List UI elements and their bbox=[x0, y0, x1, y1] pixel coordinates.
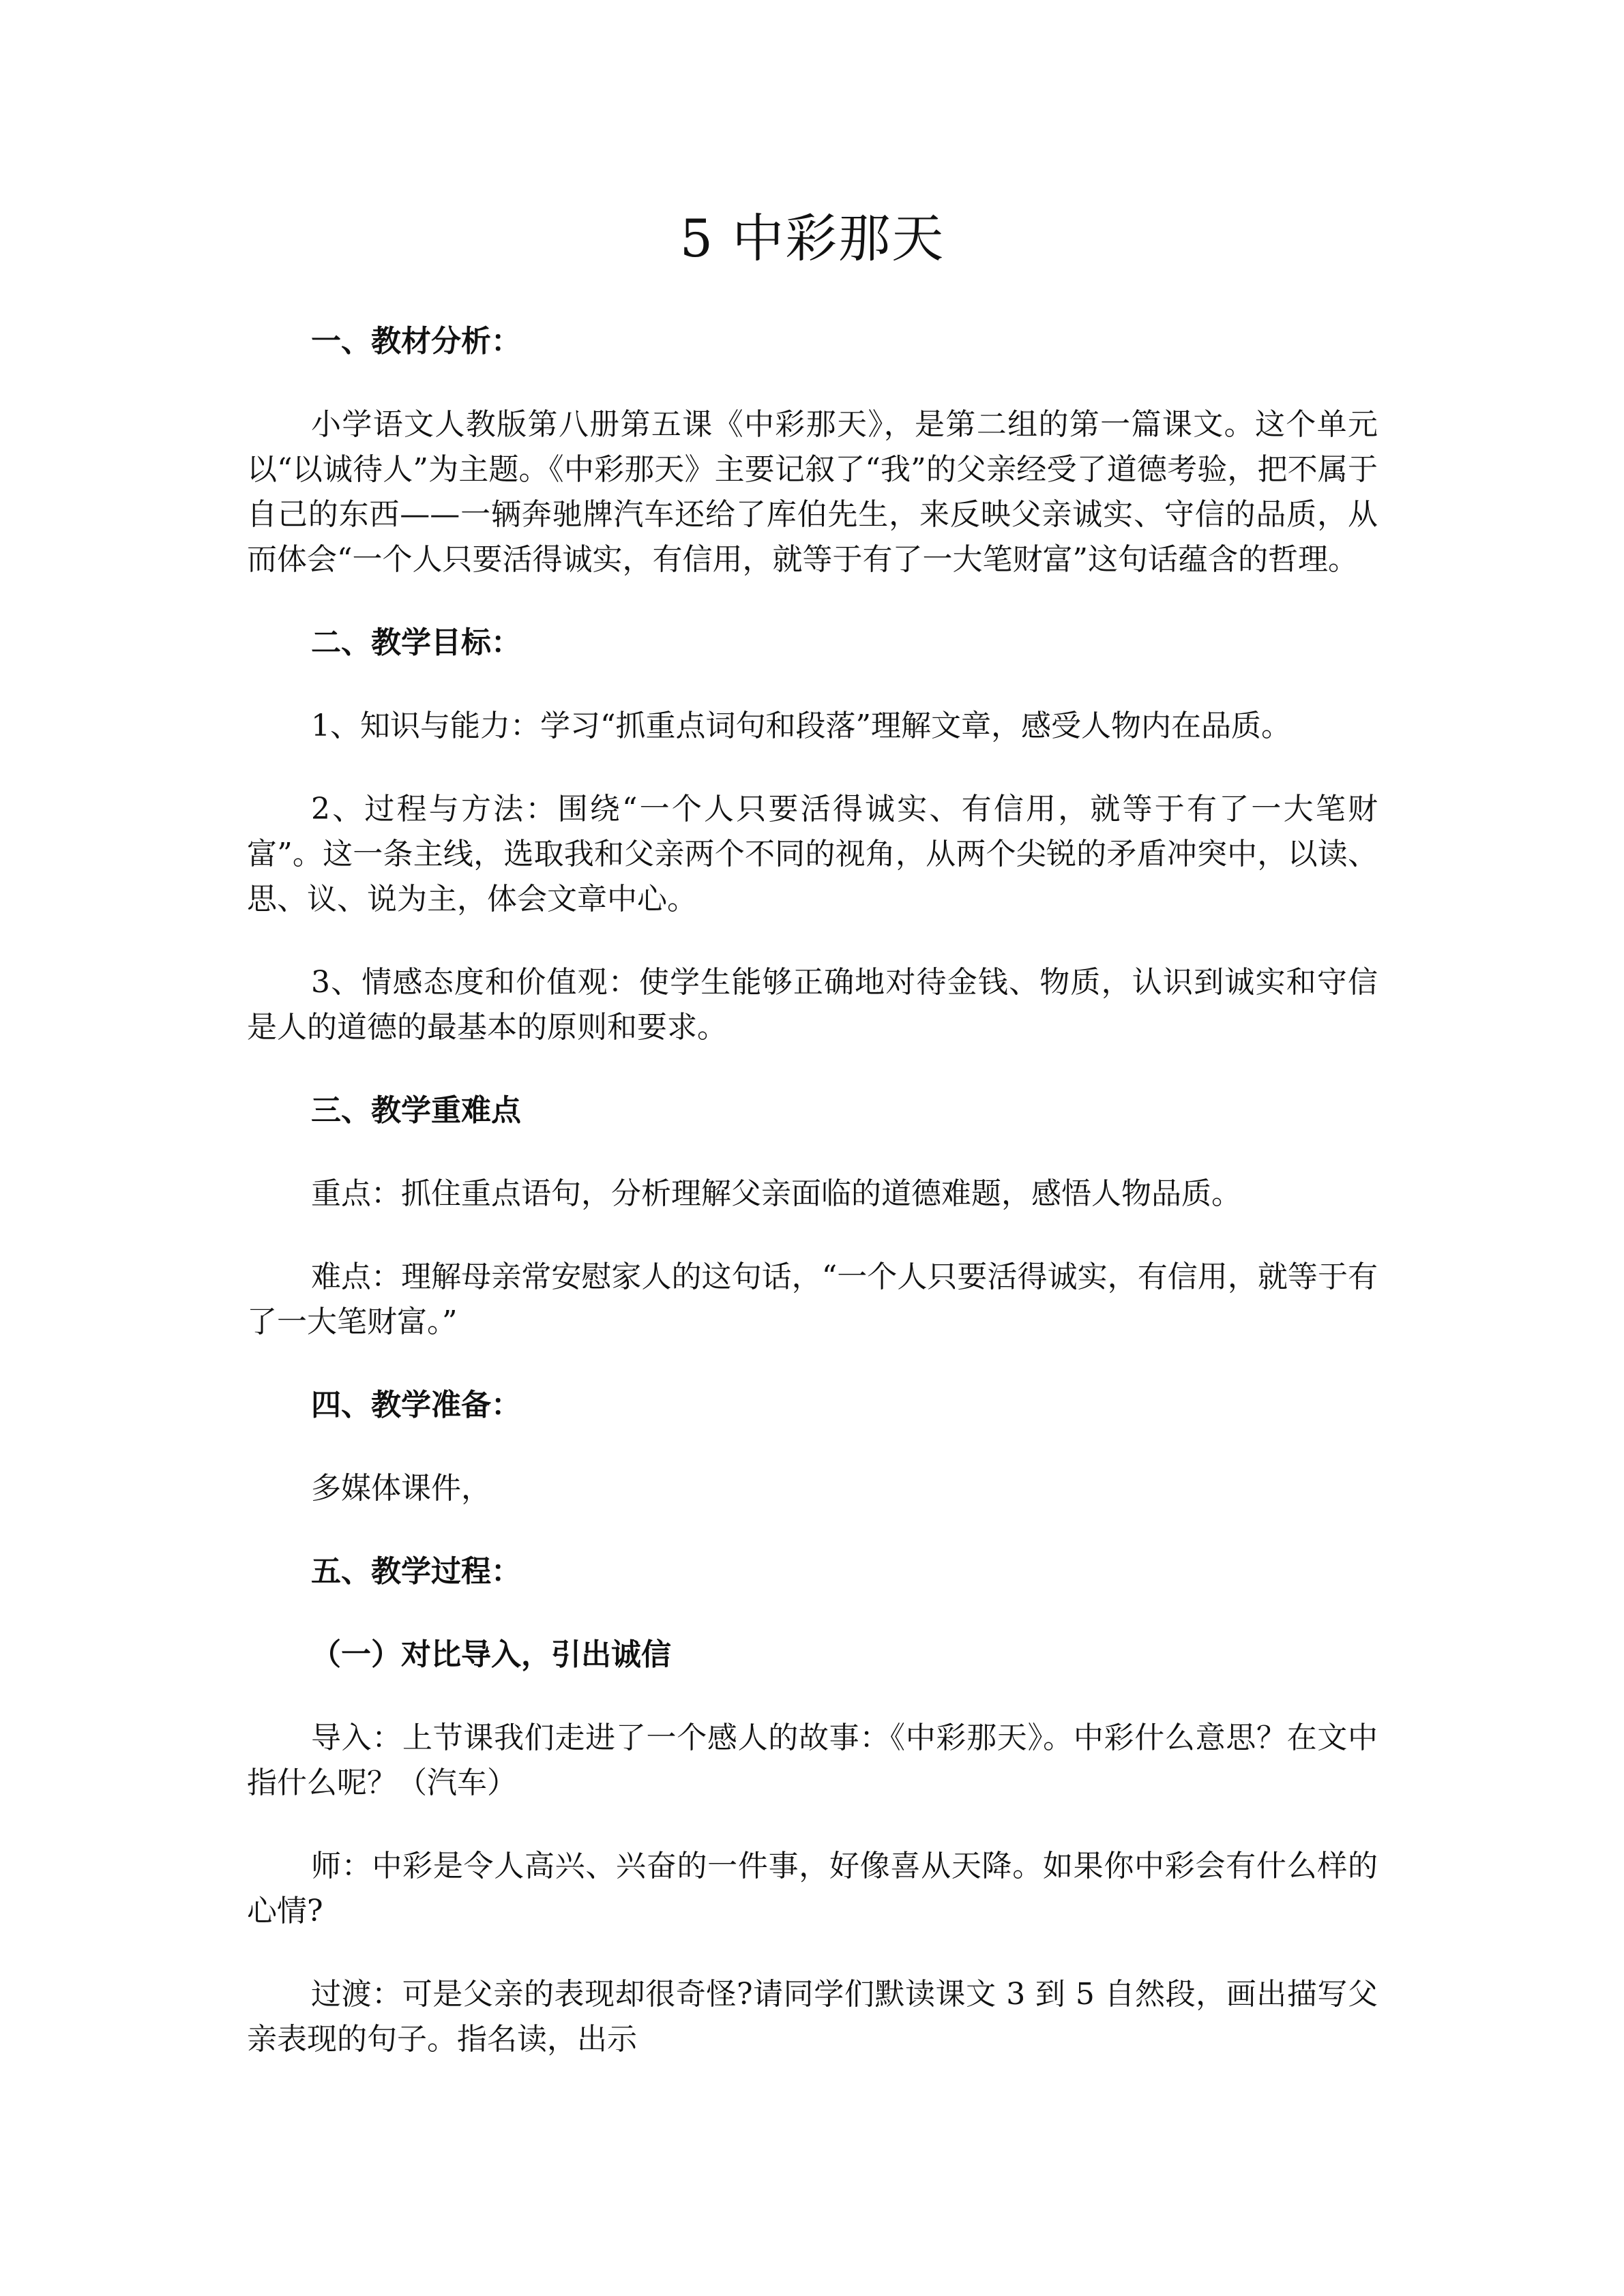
subsection-heading: （一）对比导入，引出诚信 bbox=[311, 1637, 671, 1672]
paragraph: 2、过程与方法：围绕“一个人只要活得诚实、有信用，就等于有了一大笔财富”。这一条主线，选取我和父亲两个不同的视角，从两个尖锐的矛盾冲突中，以读、思、议、说为主，体会文章中心。 bbox=[247, 792, 1378, 916]
paragraph: 1、知识与能力：学习“抓重点词句和段落”理解文章，感受人物内在品质。 bbox=[311, 709, 1291, 743]
paragraph: 小学语文人教版第八册第五课《中彩那天》，是第二组的第一篇课文。这个单元以“以诚待人”为主题。《中彩那天》主要记叙了“我”的父亲经受了道德考验，把不属于自己的东西——一辆奔驰牌汽车还给了库伯先生，来反映父亲诚实、守信的品质，从而体会“一个人只要活得诚实，有信用，就等于有了一大笔财富”这句话蕴含的哲理。 bbox=[247, 407, 1378, 577]
document-body bbox=[247, 198, 1378, 2100]
section-heading: 二、教学目标： bbox=[311, 625, 521, 660]
paragraph: 过渡：可是父亲的表现却很奇怪?请同学们默读课文 3 到 5 自然段，画出描写父亲表现的句子。指名读，出示 bbox=[247, 1977, 1378, 2057]
paragraph: 难点：理解母亲常安慰家人的这句话，“一个人只要活得诚实，有信用，就等于有了一大笔财富。” bbox=[247, 1259, 1378, 1339]
paragraph: 多媒体课件， bbox=[311, 1471, 491, 1506]
section-heading: 一、教材分析： bbox=[311, 324, 521, 359]
paragraph: 3、情感态度和价值观：使学生能够正确地对待金钱、物质，认识到诚实和守信是人的道德的最基本的原则和要求。 bbox=[247, 965, 1378, 1045]
paragraph: 师：中彩是令人高兴、兴奋的一件事，好像喜从天降。如果你中彩会有什么样的心情? bbox=[247, 1849, 1378, 1928]
section-heading: 三、教学重难点 bbox=[311, 1093, 521, 1128]
section-heading: 五、教学过程： bbox=[311, 1554, 521, 1589]
paragraph: 重点：抓住重点语句，分析理解父亲面临的道德难题，感悟人物品质。 bbox=[311, 1176, 1241, 1211]
paragraph: 导入：上节课我们走进了一个感人的故事：《中彩那天》。中彩什么意思？在文中指什么呢？（汽车） bbox=[247, 1720, 1378, 1800]
page-title: 5 中彩那天 bbox=[679, 208, 945, 269]
section-heading: 四、教学准备： bbox=[311, 1388, 521, 1422]
